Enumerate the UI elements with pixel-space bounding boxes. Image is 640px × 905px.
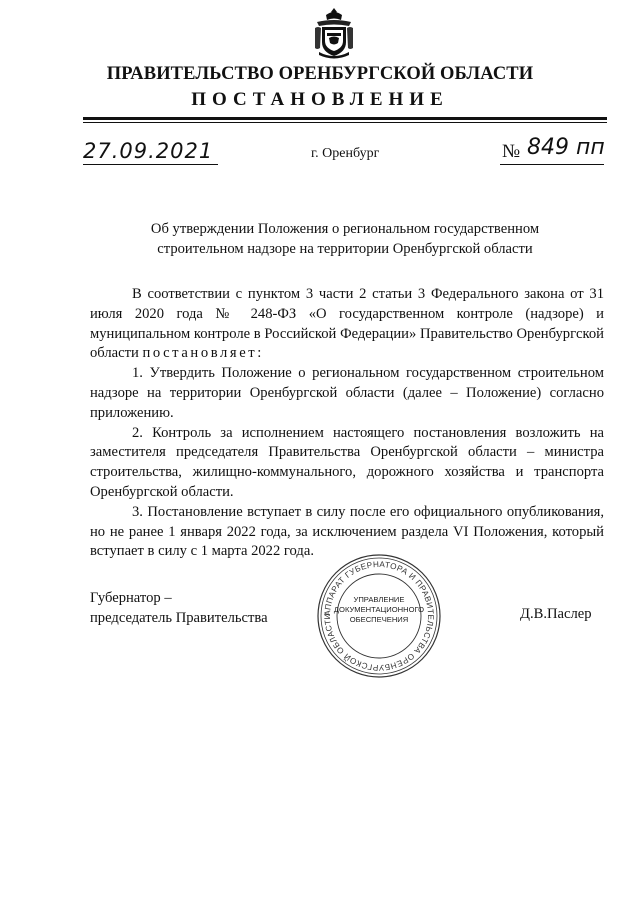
preamble-text: В соответствии с пунктом 3 части 2 статьи 3 Федерального закона от 31 июля 2020 года № 248-ФЗ «О государственном контроле (надзоре) и муниципальном контроле в Российской Федерации» Правительство Оренбургской области — [90, 286, 604, 362]
handwritten-number: 849 пп — [527, 135, 605, 160]
government-title: ПРАВИТЕЛЬСТВО ОРЕНБУРГСКОЙ ОБЛАСТИ — [106, 64, 534, 84]
paragraph-item-3: 3. Постановление вступает в силу после его официального опубликования, но не ранее 1 января 2022 года, за исключением раздела VI Положения, который вступает в силу с 1 марта 2022 года. — [90, 503, 604, 560]
number-sign: № — [502, 141, 521, 162]
subject-line: строительном надзоре на территории Оренбургской области — [157, 241, 533, 257]
paragraph-preamble — [90, 285, 604, 364]
seal-ring-text: АППАРАТ ГУБЕРНАТОРА И ПРАВИТЕЛЬСТВА ОРЕНБУРГСКОЙ ОБЛАСТИ — [322, 559, 436, 673]
seal-center-text — [323, 595, 435, 625]
number-underline — [500, 164, 604, 165]
paragraph-item-2: 2. Контроль за исполнением настоящего постановления возложить на заместителя председателя Правительства Оренбургской области – министра строительства, жилищно-коммунального, дорожного хозяйства и транспорта Оренбургской области. — [90, 424, 604, 500]
city-label: г. Оренбург — [311, 146, 380, 161]
handwritten-date: 27.09.2021 — [83, 139, 214, 163]
header-divider-thin — [83, 122, 607, 123]
signatory-name: Д.В.Паслер — [520, 606, 592, 622]
resolves-word: постановляет: — [142, 345, 264, 362]
position-line: Губернатор – — [90, 590, 172, 606]
coat-of-arms-icon — [313, 6, 355, 60]
seal-line: ДОКУМЕНТАЦИОННОГО — [333, 605, 425, 614]
position-line: председатель Правительства — [90, 610, 268, 626]
subject-line: Об утверждении Положения о региональном государственном — [150, 221, 540, 237]
header-divider-thick — [83, 117, 607, 120]
document-type-title: ПОСТАНОВЛЕНИЕ — [191, 89, 449, 110]
seal-line: УПРАВЛЕНИЕ — [353, 595, 405, 604]
seal-line: ОБЕСПЕЧЕНИЯ — [349, 615, 409, 624]
document-subject — [83, 219, 607, 259]
signatory-position — [90, 588, 268, 628]
paragraph-item-1: 1. Утвердить Положение о региональном государственном строительном надзоре на территории Оренбургской области (далее – Положение) согласно приложению. — [90, 365, 604, 421]
date-underline — [83, 164, 218, 165]
document-body — [90, 285, 604, 562]
